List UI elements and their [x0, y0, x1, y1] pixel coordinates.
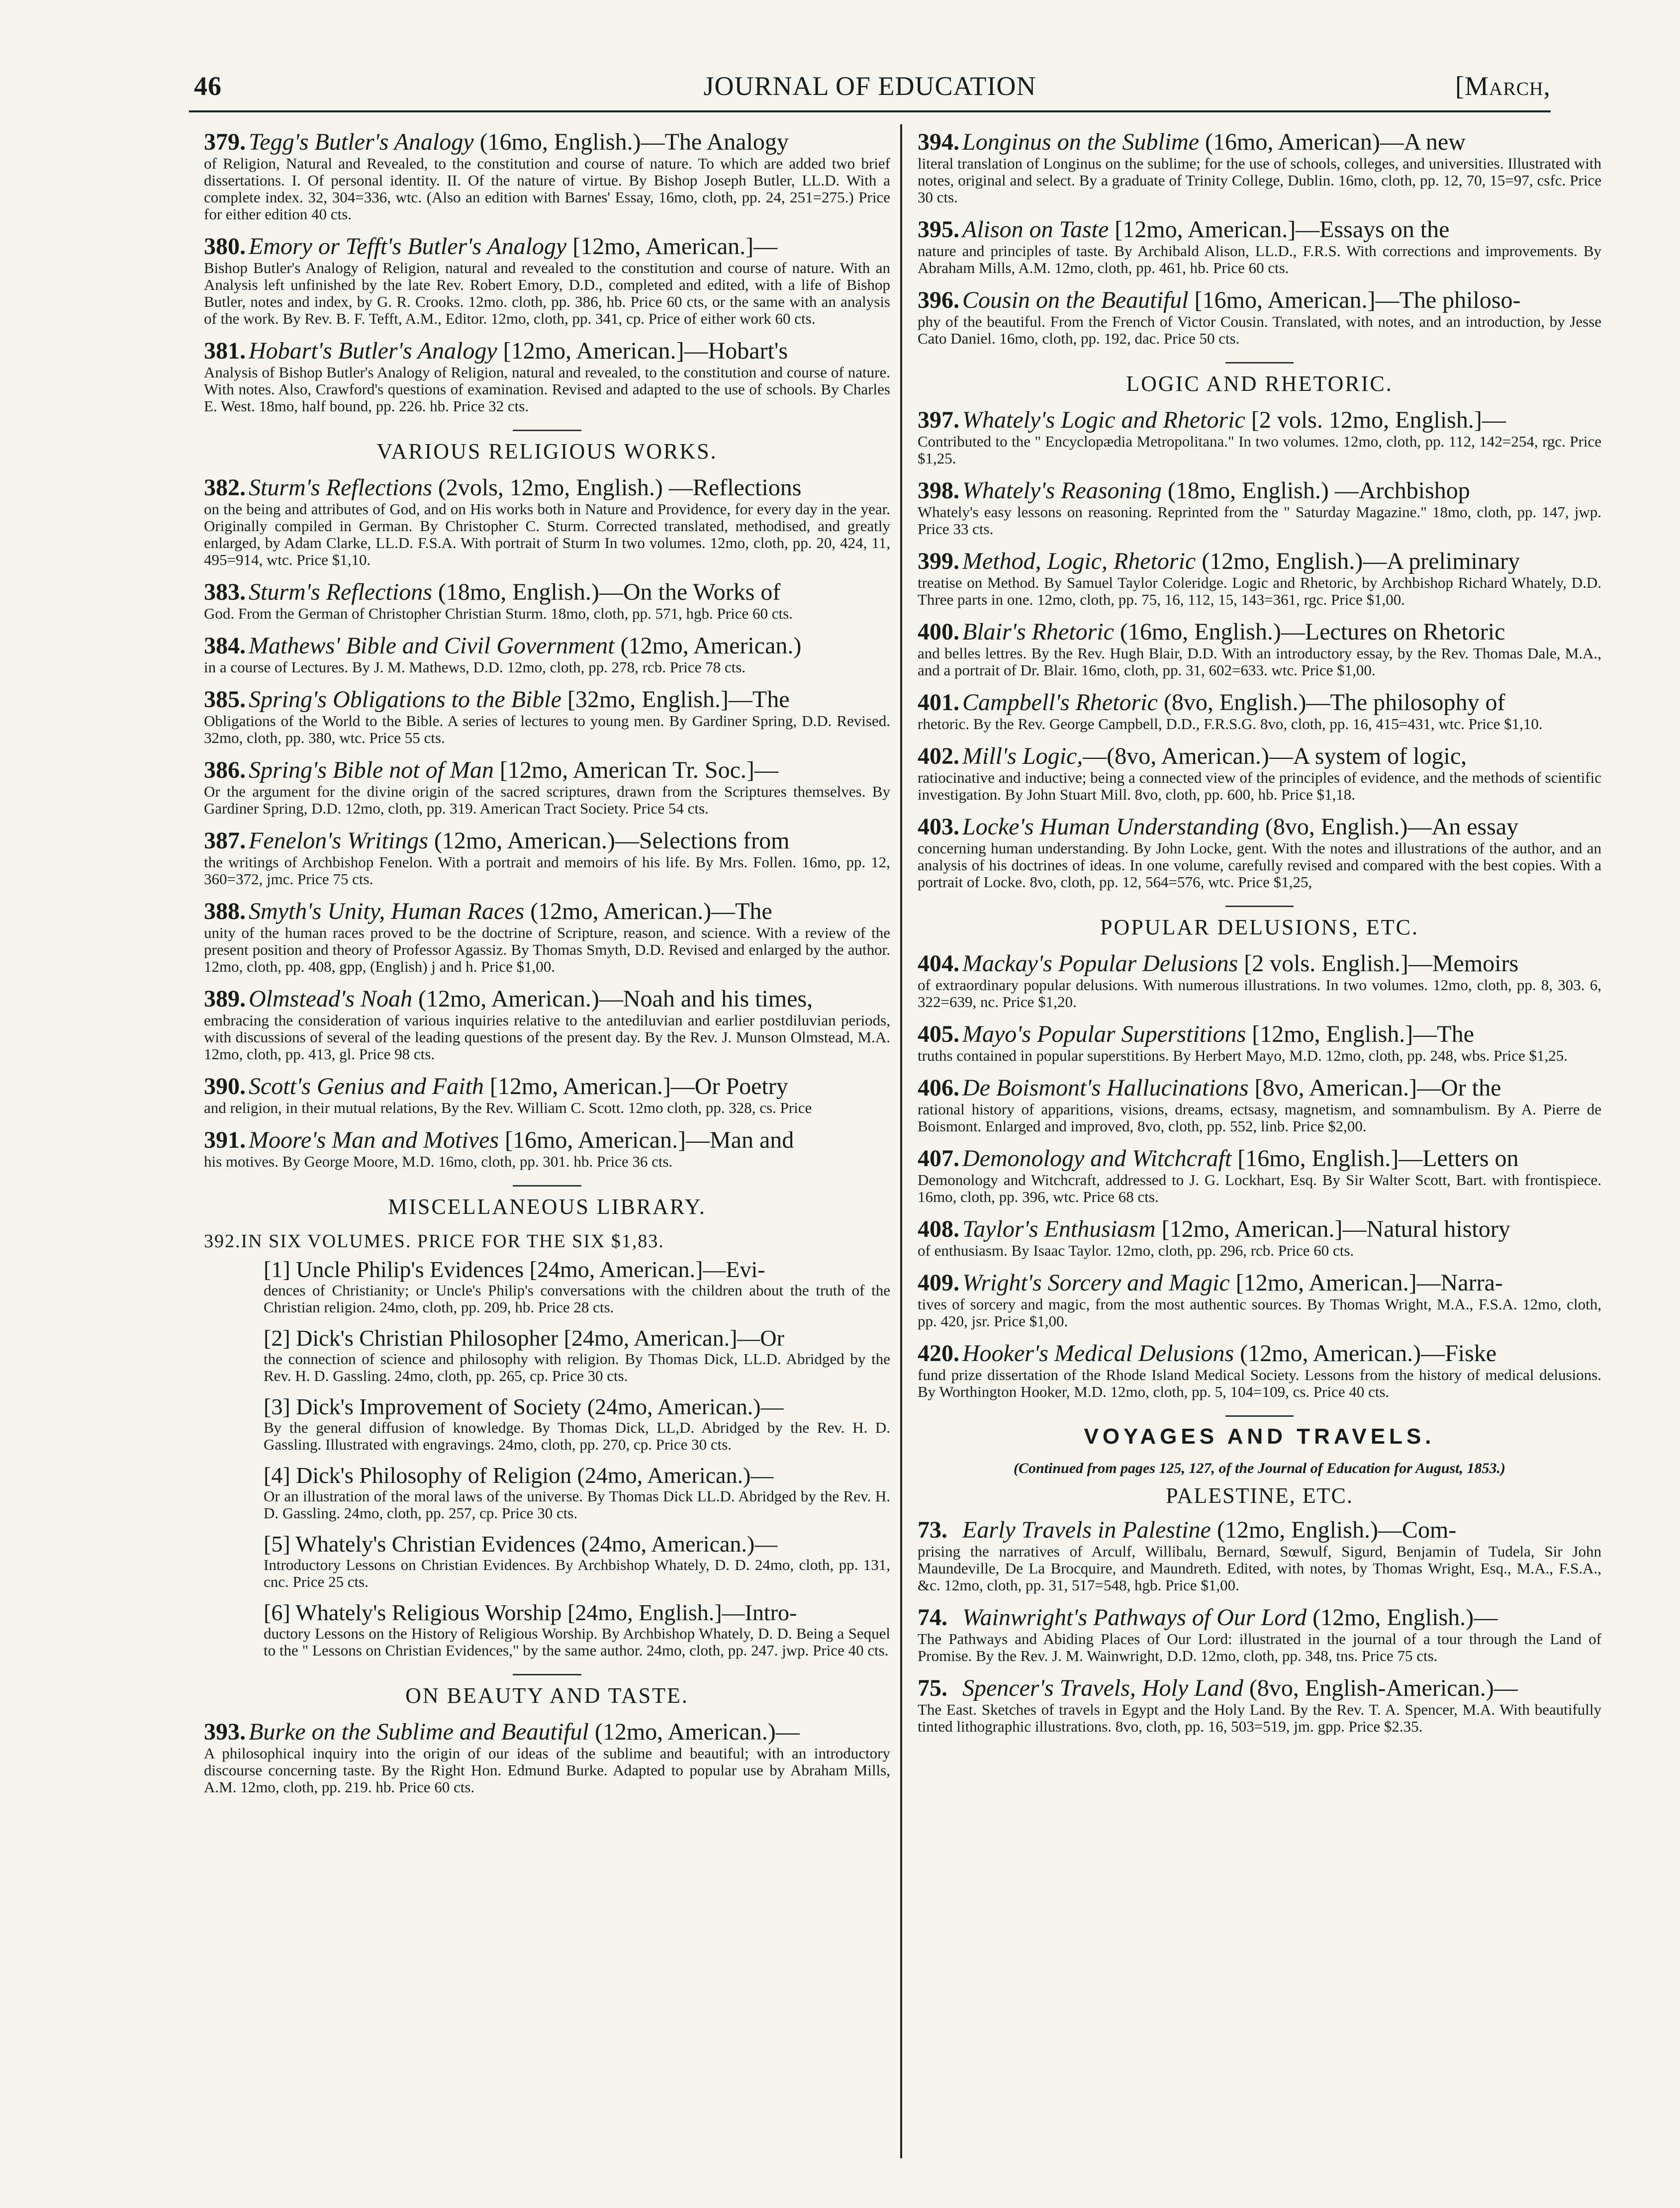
- entry-format: [12mo, American.]—Narra-: [1229, 1270, 1503, 1296]
- catalog-entry: [918, 407, 1601, 467]
- entry-number: 379.: [204, 129, 246, 155]
- section-heading: MISCELLANEOUS LIBRARY.: [204, 1185, 890, 1219]
- catalog-entry: [918, 743, 1601, 803]
- entry-number: 407.: [918, 1145, 959, 1172]
- entry-title: Taylor's Enthusiasm: [962, 1216, 1156, 1242]
- entry-format: (18mo, English.)—On the Works of: [432, 579, 781, 605]
- catalog-entry: [204, 986, 890, 1063]
- catalog-entry: [918, 619, 1601, 679]
- entry-description: A philosophical inquiry into the origin of our ideas of the sublime and beautiful; with an introductory discourse concerning taste. By the Right Hon. Edmund Burke. Adapted to popular use by Abraham Mills, A.M. 12mo, cloth, pp. 219. hb. Price 60 cts.: [204, 1745, 890, 1796]
- catalog-entry: [918, 1146, 1601, 1205]
- entry-heading: [204, 475, 890, 501]
- entry-description: and belles lettres. By the Rev. Hugh Blair, D.D. With an introductory essay, by the Rev. Thomas Dale, M.A., and a portrait of Dr. Blair. 16mo, cloth, pp. 31, 602=633. wtc. Price $1,00.: [918, 644, 1601, 679]
- entry-number: 397.: [918, 407, 959, 433]
- entry-format: (12mo, American.): [614, 633, 802, 659]
- catalog-entry: [204, 338, 890, 415]
- entry-description: By the general diffusion of knowledge. By Thomas Dick, LL,D. Abridged by the Rev. H. D. Gassling. Illustrated with engravings. 24mo, cloth, pp. 270, cp. Price 30 cts.: [264, 1419, 890, 1453]
- catalog-entry: [918, 549, 1601, 608]
- header-rule: [189, 110, 1551, 112]
- entry-format: (16mo, English.)—The Analogy: [473, 129, 789, 155]
- entry-heading: [918, 407, 1601, 433]
- entry-number: 383.: [204, 579, 246, 605]
- entry-title: Blair's Rhetoric: [962, 619, 1114, 645]
- entry-format: (16mo, English.)—Lectures on Rhetoric: [1114, 619, 1505, 645]
- entry-title: De Boismont's Hallucinations: [962, 1075, 1249, 1101]
- sub-entry-heading: [264, 1463, 890, 1488]
- entry-format: (24mo, American.)—: [575, 1531, 778, 1557]
- entry-format: (2vols, 12mo, English.) —Reflections: [432, 474, 802, 501]
- left-column: [204, 129, 890, 1807]
- entry-format: (12mo, American.)—: [588, 1719, 800, 1745]
- entry-heading: [918, 1517, 1601, 1543]
- entry-description: Bishop Butler's Analogy of Religion, natural and revealed to the constitution and course of nature. With an Analysis left unfinished by the late Rev. Robert Emory, D.D., completed and edited, with a life of Bishop Butler, notes and index, by G. R. Crooks. 12mo. cloth, pp. 386, hb. Price 60 cts, or the same with an analysis of the work. By Rev. B. F. Tefft, A.M., Editor. 12mo, cloth, pp. 341, cp. Price of either work 60 cts.: [204, 259, 890, 327]
- sub-entry-heading: [264, 1600, 890, 1625]
- entry-description: on the being and attributes of God, and on His works both in Nature and Providence, for every day in the year. Originally compiled in German. By Christopher C. Sturm. Corrected translated, methodised, and greatly enlarged, by Adam Clarke, LL.D. F.S.A. With portrait of Sturm In two volumes. 12mo, cloth, pp. 20, 424, 11, 495=914, wtc. Price $1,10.: [204, 500, 890, 568]
- catalog-entry: [918, 217, 1601, 276]
- entry-heading: [204, 234, 890, 260]
- entry-title: [4] Dick's Philosophy of Religion: [264, 1463, 572, 1488]
- catalog-entry: [204, 828, 890, 888]
- section-heading: VARIOUS RELIGIOUS WORKS.: [204, 430, 890, 464]
- entry-title: Spencer's Travels, Holy Land: [962, 1675, 1243, 1701]
- entry-format: [24mo, American.]—Or: [558, 1325, 784, 1351]
- catalog-entry: [204, 579, 890, 622]
- entry-number: 381.: [204, 338, 246, 364]
- entry-description: embracing the consideration of various inquiries relative to the antediluvian and earlier postdiluvian periods, with discussions of several of the leading questions of the present day. By the Rev. J. Munson Olmstead, M.A. 12mo, cloth, pp. 413, gl. Price 98 cts.: [204, 1012, 890, 1063]
- entry-number: 399.: [918, 548, 959, 574]
- catalog-entry: [204, 687, 890, 746]
- catalog-entry: [204, 234, 890, 327]
- entry-number: 392.: [204, 1231, 241, 1252]
- subsection-heading: PALESTINE, ETC.: [1166, 1483, 1353, 1508]
- catalog-entry: [918, 1675, 1601, 1735]
- entry-heading: [918, 1675, 1601, 1701]
- entry-title: Whately's Logic and Rhetoric: [962, 407, 1245, 433]
- entry-number: 409.: [918, 1270, 959, 1296]
- entry-heading: [918, 287, 1601, 313]
- page-header: [189, 69, 1551, 108]
- catalog-entry: [918, 690, 1601, 733]
- entry-title: Alison on Taste: [962, 216, 1109, 243]
- entry-number: 387.: [204, 828, 246, 854]
- entry-number: 390.: [204, 1073, 246, 1100]
- entry-heading: [204, 1074, 890, 1100]
- entry-title: Moore's Man and Motives: [249, 1127, 499, 1153]
- entry-format: [16mo, English.]—Letters on: [1231, 1145, 1519, 1172]
- entry-description: dences of Christianity; or Uncle's Philip's conversations with the children about the truth of the Christian religion. 24mo, cloth, pp. 209, hb. Price 28 cts.: [264, 1282, 890, 1316]
- entry-format: (12mo, English.)—A preliminary: [1196, 548, 1520, 574]
- entry-number: 75.: [918, 1675, 947, 1701]
- entry-description: Demonology and Witchcraft, addressed to J. G. Lockhart, Esq. By Sir Walter Scott, Bart. with frontispiece. 16mo, cloth, pp. 396, wtc. Price 68 cts.: [918, 1171, 1601, 1205]
- entry-number: 74.: [918, 1604, 947, 1631]
- entry-description: Analysis of Bishop Butler's Analogy of Religion, natural and revealed, to the constitution and course of nature. With notes. Also, Crawford's questions of examination. Revised and adapted to the use of schools. By Charles E. West. 18mo, half bound, pp. 226. hb. Price 32 cts.: [204, 364, 890, 415]
- section-heading: VOYAGES AND TRAVELS.: [918, 1415, 1601, 1449]
- entry-heading: [204, 757, 890, 783]
- entry-heading: [204, 1719, 890, 1745]
- entry-heading: [918, 1146, 1601, 1172]
- entry-format: [8vo, American.]—Or the: [1248, 1075, 1501, 1101]
- set-heading: [204, 1230, 890, 1252]
- entry-description: of Religion, Natural and Revealed, to the constitution and course of nature. To which are added two brief dissertations. I. Of personal identity. II. Of the nature of virtue. By Bishop Joseph Butler, LL.D. With a complete index. 32, 304=336, wtc. (Also an edition with Barnes' Essay, 16mo, cloth, pp. 24, 251=275.) Price for either edition 40 cts.: [204, 155, 890, 223]
- entry-title: [1] Uncle Philip's Evidences: [264, 1257, 524, 1282]
- entry-format: (8vo, English-American.)—: [1243, 1675, 1518, 1701]
- entry-description: the connection of science and philosophy with religion. By Thomas Dick, LL.D. Abridged by the Rev. H. D. Gassling. 24mo, cloth, pp. 265, cp. Price 30 cts.: [264, 1350, 890, 1384]
- entry-title: [5] Whately's Christian Evidences: [264, 1531, 575, 1557]
- entry-heading: [918, 129, 1601, 155]
- catalog-entry: [918, 1517, 1601, 1594]
- set-description: IN SIX VOLUMES. PRICE FOR THE SIX $1,83.: [241, 1231, 664, 1252]
- continuation-note: (Continued from pages 125, 127, of the Journal of Education for August, 1853.): [1013, 1460, 1506, 1476]
- entry-title: Olmstead's Noah: [249, 986, 412, 1012]
- sub-entry: [204, 1600, 890, 1659]
- catalog-entry: [204, 899, 890, 975]
- entry-format: (24mo, American.)—: [571, 1463, 774, 1488]
- sub-entry: [204, 1257, 890, 1316]
- entry-format: [12mo, English.]—The: [1246, 1021, 1474, 1047]
- entry-number: 405.: [918, 1021, 959, 1047]
- entry-number: 406.: [918, 1075, 959, 1101]
- entry-number: 400.: [918, 619, 959, 645]
- entry-description: literal translation of Longinus on the sublime; for the use of schools, colleges, and universities. Illustrated with notes, original and select. By a graduate of Trinity College, Dublin. 16mo, cloth, pp. 12, 70, 15=97, csfc. Price 30 cts.: [918, 155, 1601, 206]
- entry-title: Sturm's Reflections: [249, 579, 432, 605]
- entry-heading: [918, 1605, 1601, 1631]
- entry-format: (24mo, American.)—: [581, 1394, 784, 1419]
- page-number: 46: [194, 71, 222, 101]
- entry-number: 401.: [918, 689, 959, 716]
- entry-title: Fenelon's Writings: [249, 828, 428, 854]
- entry-heading: [204, 1127, 890, 1153]
- catalog-entry: [204, 129, 890, 223]
- entry-description: ratiocinative and inductive; being a connected view of the principles of evidence, and the methods of scientific investigation. By John Stuart Mill. 8vo, cloth, pp. 600, hb. Price $1,18.: [918, 769, 1601, 803]
- entry-title: Scott's Genius and Faith: [249, 1073, 484, 1100]
- entry-number: 384.: [204, 633, 246, 659]
- entry-heading: [204, 986, 890, 1012]
- entry-title: Early Travels in Palestine: [962, 1517, 1211, 1543]
- entry-number: 386.: [204, 757, 246, 783]
- section-heading: LOGIC AND RHETORIC.: [918, 362, 1601, 396]
- catalog-entry: [918, 478, 1601, 538]
- entry-heading: [918, 1270, 1601, 1296]
- entry-description: the writings of Archbishop Fenelon. With a portrait and memoirs of his life. By Mrs. Follen. 16mo, pp. 12, 360=372, jmc. Price 75 cts.: [204, 853, 890, 888]
- entry-description: rhetoric. By the Rev. George Campbell, D.D., F.R.S.G. 8vo, cloth, pp. 16, 415=431, wtc. Price $1,10.: [918, 715, 1543, 733]
- entry-description: treatise on Method. By Samuel Taylor Coleridge. Logic and Rhetoric, by Archbishop Richard Whately, D.D. Three parts in one. 12mo, cloth, pp. 75, 16, 112, 15, 143=361, rgc. Price $1,00.: [918, 574, 1601, 608]
- catalog-entry: [918, 1216, 1601, 1259]
- sub-entry: [204, 1394, 890, 1453]
- entry-number: 395.: [918, 216, 959, 243]
- entry-title: Mathews' Bible and Civil Government: [249, 633, 615, 659]
- entry-heading: [204, 687, 890, 713]
- entry-description: unity of the human races proved to be the doctrine of Scripture, reason, and science. With a review of the present position and theory of Professor Agassiz. By Thomas Smyth, D.D. Revised and enlarged by the author. 12mo, cloth, pp. 408, gpp, (English) j and h. Price $1,00.: [204, 924, 890, 975]
- journal-title: JOURNAL OF EDUCATION: [703, 71, 1036, 101]
- entry-title: Spring's Bible not of Man: [249, 757, 494, 783]
- entry-format: [12mo, American.]—Natural history: [1155, 1216, 1510, 1242]
- catalog-entry: [918, 1605, 1601, 1664]
- entry-description: his motives. By George Moore, M.D. 16mo, cloth, pp. 301. hb. Price 36 cts.: [204, 1153, 673, 1170]
- entry-format: (12mo, American.)—Selections from: [428, 828, 790, 854]
- entry-number: 402.: [918, 743, 959, 769]
- entry-number: 385.: [204, 686, 246, 713]
- sub-entry: [204, 1463, 890, 1522]
- entry-heading: [204, 899, 890, 924]
- entry-title: Cousin on the Beautiful: [962, 287, 1189, 313]
- entry-title: Burke on the Sublime and Beautiful: [249, 1719, 589, 1745]
- entry-description: fund prize dissertation of the Rhode Island Medical Society. Lessons from the history of medical delusions. By Worthington Hooker, M.D. 12mo, cloth, pp. 5, 104=109, cs. Price 40 cts.: [918, 1366, 1601, 1400]
- entry-number: 380.: [204, 233, 246, 260]
- catalog-entry: [918, 1075, 1601, 1135]
- entry-heading: [918, 951, 1601, 977]
- entry-format: [32mo, English.]—The: [561, 686, 790, 713]
- entry-format: [12mo, American.]—Or Poetry: [483, 1073, 788, 1100]
- entry-description: nature and principles of taste. By Archibald Alison, LL.D., F.R.S. With corrections and improvements. By Abraham Mills, A.M. 12mo, cloth, pp. 461, hb. Price 60 cts.: [918, 242, 1601, 276]
- entry-title: Whately's Reasoning: [962, 477, 1162, 504]
- catalog-entry: [204, 1719, 890, 1796]
- entry-title: Hooker's Medical Delusions: [962, 1340, 1234, 1367]
- entry-heading: [918, 743, 1601, 769]
- entry-description: Or the argument for the divine origin of the sacred scriptures, drawn from the Scriptures themselves. By Gardiner Spring, D.D. 12mo, cloth, pp. 319. American Tract Society. Price 54 cts.: [204, 783, 890, 817]
- sub-entry-heading: [264, 1532, 890, 1557]
- entry-title: Mill's Logic,: [962, 743, 1083, 769]
- entry-heading: [918, 814, 1601, 840]
- catalog-entry: [918, 951, 1601, 1011]
- entry-format: [24mo, American.]—Evi-: [524, 1257, 765, 1282]
- catalog-entry: [918, 1021, 1601, 1064]
- entry-number: 393.: [204, 1719, 246, 1745]
- entry-title: Wright's Sorcery and Magic: [962, 1270, 1230, 1296]
- entry-heading: [918, 478, 1601, 504]
- entry-number: 403.: [918, 814, 959, 840]
- entry-number: 389.: [204, 986, 246, 1012]
- entry-title: Locke's Human Understanding: [962, 814, 1259, 840]
- section-heading: POPULAR DELUSIONS, ETC.: [918, 906, 1601, 940]
- catalog-entry: [918, 1270, 1601, 1330]
- entry-number: 382.: [204, 474, 246, 501]
- entry-number: 420.: [918, 1340, 959, 1367]
- entry-heading: [204, 633, 890, 659]
- entry-format: [12mo, American.]—Essays on the: [1109, 216, 1450, 243]
- catalog-entry: [204, 633, 890, 676]
- entry-description: God. From the German of Christopher Christian Sturm. 18mo, cloth, pp. 571, hgb. Price 60 cts.: [204, 605, 793, 622]
- entry-description: phy of the beautiful. From the French of Victor Cousin. Translated, with notes, and an introduction, by Jesse Cato Daniel. 16mo, cloth, pp. 192, dac. Price 50 cts.: [918, 313, 1601, 347]
- entry-description: tives of sorcery and magic, from the most authentic sources. By Thomas Wright, M.A., F.S.A. 12mo, cloth, pp. 420, jsr. Price $1,00.: [918, 1295, 1601, 1330]
- entry-title: Mackay's Popular Delusions: [962, 950, 1238, 977]
- entry-description: and religion, in their mutual relations, By the Rev. William C. Scott. 12mo cloth, pp. 328, cs. Price: [204, 1099, 812, 1116]
- entry-format: [12mo, American Tr. Soc.]—: [493, 757, 778, 783]
- entry-title: Spring's Obligations to the Bible: [249, 686, 561, 713]
- entry-number: 404.: [918, 950, 959, 977]
- sub-entry: [204, 1326, 890, 1384]
- entry-format: (18mo, English.) —Archbishop: [1161, 477, 1470, 504]
- entry-title: Smyth's Unity, Human Races: [249, 898, 525, 924]
- entry-description: Obligations of the World to the Bible. A series of lectures to young men. By Gardiner Spring, D.D. Revised. 32mo, cloth, pp. 380, wtc. Price 55 cts.: [204, 712, 890, 746]
- entry-description: concerning human understanding. By John Locke, gent. With the notes and illustrations of the author, and an analysis of his doctrines of ideas. In one volume, carefully revised and compared with the best copies. With a portrait of Locke. 8vo, cloth, pp. 12, 564=576, wtc. Price $1,25,: [918, 839, 1601, 891]
- entry-format: —(8vo, American.)—A system of logic,: [1083, 743, 1467, 769]
- entry-description: Contributed to the " Encyclopædia Metropolitana." In two volumes. 12mo, cloth, pp. 112, 142=254, rgc. Price $1,25.: [918, 433, 1601, 467]
- catalog-entry: [204, 475, 890, 568]
- entry-format: (12mo, American.)—Noah and his times,: [412, 986, 813, 1012]
- entry-heading: [918, 619, 1601, 645]
- entry-title: Hobart's Butler's Analogy: [249, 338, 497, 364]
- entry-format: (12mo, American.)—Fiske: [1234, 1340, 1497, 1367]
- entry-title: Method, Logic, Rhetoric: [962, 548, 1196, 574]
- catalog-entry: [204, 1127, 890, 1170]
- entry-number: 73.: [918, 1517, 947, 1543]
- entry-format: (8vo, English.)—The philosophy of: [1157, 689, 1505, 716]
- entry-description: The Pathways and Abiding Places of Our Lord: illustrated in the journal of a tour through the Land of Promise. By the Rev. J. M. Wainwright, D.D. 12mo, cloth, pp. 348, tns. Price 75 cts.: [918, 1630, 1601, 1664]
- entry-heading: [918, 1075, 1601, 1101]
- catalog-entry: [204, 1074, 890, 1116]
- catalog-entry: [918, 814, 1601, 891]
- entry-description: The East. Sketches of travels in Egypt and the Holy Land. By the Rev. T. A. Spencer, M.A. With beautifully tinted lithographic illustrations. 8vo, cloth, pp. 16, 503=519, jm. gpp. Price $2.35.: [918, 1701, 1601, 1735]
- entry-format: [16mo, American.]—Man and: [499, 1127, 794, 1153]
- entry-title: Campbell's Rhetoric: [962, 689, 1158, 716]
- entry-title: Longinus on the Sublime: [962, 129, 1199, 155]
- column-divider: [900, 124, 902, 2158]
- entry-format: [2 vols. 12mo, English.]—: [1245, 407, 1506, 433]
- entry-title: Mayo's Popular Superstitions: [962, 1021, 1246, 1047]
- entry-title: Tegg's Butler's Analogy: [249, 129, 474, 155]
- sub-entry: [204, 1532, 890, 1590]
- catalog-entry: [204, 757, 890, 817]
- entry-description: Whately's easy lessons on reasoning. Reprinted from the " Saturday Magazine." 18mo, cloth, pp. 147, jwp. Price 33 cts.: [918, 503, 1601, 538]
- entry-description: in a course of Lectures. By J. M. Mathews, D.D. 12mo, cloth, pp. 278, rcb. Price 78 cts.: [204, 658, 746, 676]
- entry-heading: [204, 579, 890, 605]
- entry-description: prising the narratives of Arculf, Willibalu, Bernard, Sœwulf, Sigurd, Benjamin of Tudela, Sir John Maundeville, De La Brocquire, and Maundreth. Edited, with notes, by Thomas Wright, Esq., M.A., F.S.A., &c. 12mo, cloth, pp. 31, 517=548, hgb. Price $1,00.: [918, 1543, 1601, 1594]
- entry-title: [6] Whately's Religious Worship: [264, 1600, 562, 1625]
- entry-format: [24mo, English.]—Intro-: [561, 1600, 797, 1625]
- entry-title: Wainwright's Pathways of Our Lord: [962, 1604, 1307, 1631]
- entry-description: rational history of apparitions, visions, dreams, ectsasy, magnetism, and somnambulism. By A. Pierre de Boismont. Enlarged and improved, 8vo, cloth, pp. 552, linb. Price $2,00.: [918, 1101, 1601, 1135]
- entry-heading: [918, 549, 1601, 574]
- entry-number: 394.: [918, 129, 959, 155]
- entry-format: [12mo, American.]—Hobart's: [497, 338, 788, 364]
- entry-title: Emory or Tefft's Butler's Analogy: [249, 233, 567, 260]
- entry-heading: [918, 1021, 1601, 1047]
- entry-heading: [918, 690, 1601, 716]
- entry-format: (16mo, American)—A new: [1199, 129, 1466, 155]
- catalog-entry: [918, 287, 1601, 347]
- entry-title: [2] Dick's Christian Philosopher: [264, 1325, 559, 1351]
- entry-format: (12mo, English.)—: [1307, 1604, 1498, 1631]
- entry-format: (12mo, American.)—The: [524, 898, 772, 924]
- entry-description: ductory Lessons on the History of Religious Worship. By Archbishop Whately, D. D. Being a Sequel to the " Lessons on Christian Evidences," by the same author. 24mo, cloth, pp. 247. jwp. Price 40 cts.: [264, 1625, 890, 1659]
- entry-title: [3] Dick's Improvement of Society: [264, 1394, 582, 1419]
- entry-number: 398.: [918, 477, 959, 504]
- entry-format: [12mo, American.]—: [566, 233, 778, 260]
- entry-heading: [918, 1341, 1601, 1367]
- entry-description: Or an illustration of the moral laws of the universe. By Thomas Dick LL.D. Abridged by the Rev. H. D. Gassling. 24mo, cloth, pp. 257, cp. Price 30 cts.: [264, 1487, 890, 1522]
- header-month: [March,: [1455, 71, 1551, 101]
- entry-number: 388.: [204, 898, 246, 924]
- entry-heading: [204, 129, 890, 155]
- entry-heading: [918, 1216, 1601, 1242]
- section-heading: ON BEAUTY AND TASTE.: [204, 1674, 890, 1708]
- entry-format: [16mo, American.]—The philoso-: [1188, 287, 1521, 313]
- entry-number: 396.: [918, 287, 959, 313]
- entry-heading: [204, 338, 890, 364]
- catalog-entry: [918, 129, 1601, 206]
- entry-title: Demonology and Witchcraft: [962, 1145, 1232, 1172]
- entry-description: truths contained in popular superstitions. By Herbert Mayo, M.D. 12mo, cloth, pp. 248, wbs. Price $1,25.: [918, 1047, 1568, 1064]
- entry-format: (12mo, English.)—Com-: [1211, 1517, 1457, 1543]
- entry-description: of enthusiasm. By Isaac Taylor. 12mo, cloth, pp. 296, rcb. Price 60 cts.: [918, 1242, 1354, 1259]
- entry-description: of extraordinary popular delusions. With numerous illustrations. In two volumes. 12mo, cloth, pp. 8, 303. 6, 322=639, nc. Price $1,20.: [918, 976, 1601, 1011]
- sub-entry-heading: [264, 1257, 890, 1282]
- entry-number: 391.: [204, 1127, 246, 1153]
- catalog-entry: [918, 1341, 1601, 1400]
- right-column: [918, 129, 1601, 1746]
- entry-description: Introductory Lessons on Christian Evidences. By Archbishop Whately, D. D. 24mo, cloth, pp. 131, cnc. Price 25 cts.: [264, 1556, 890, 1590]
- sub-entry-heading: [264, 1326, 890, 1351]
- entry-format: (8vo, English.)—An essay: [1259, 814, 1519, 840]
- entry-title: Sturm's Reflections: [249, 474, 432, 501]
- entry-heading: [204, 828, 890, 854]
- entry-number: 408.: [918, 1216, 959, 1242]
- entry-format: [2 vols. English.]—Memoirs: [1238, 950, 1519, 977]
- entry-heading: [918, 217, 1601, 243]
- sub-entry-heading: [264, 1394, 890, 1419]
